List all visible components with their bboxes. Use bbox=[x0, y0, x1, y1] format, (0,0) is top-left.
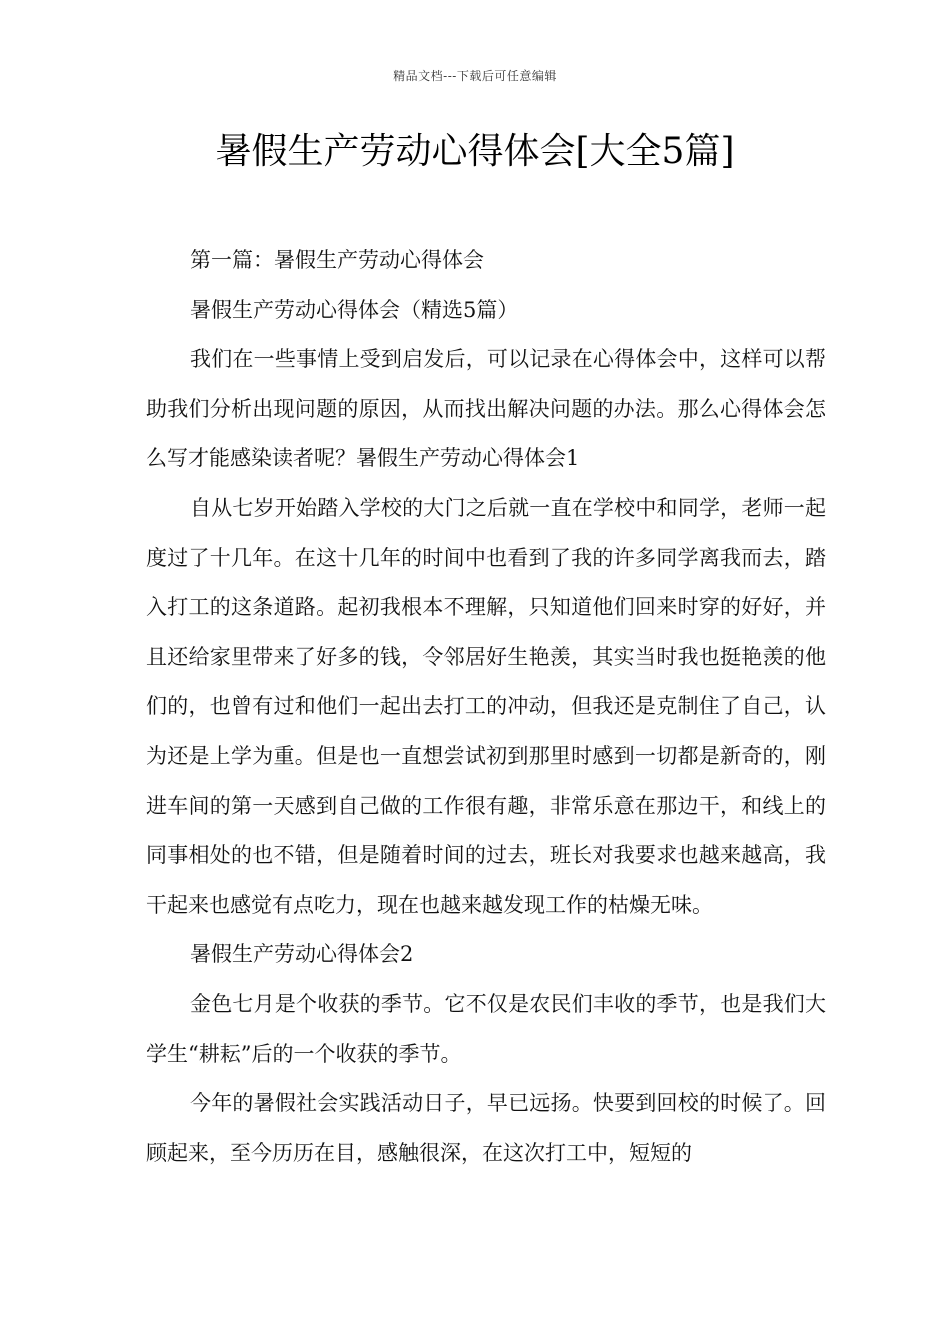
paragraph: 自从七岁开始踏入学校的大门之后就一直在学校中和同学，老师一起度过了十几年。在这十几年的时间中也看到了我的许多同学离我而去，踏入打工的这条道路。起初我根本不理解，只知道他们回来时穿的好好，并且还给家里带来了好多的钱，令邻居好生艳羡，其实当时我也挺艳羡的他们的，也曾有过和他们一起出去打工的冲动，但我还是克制住了自己，认为还是上学为重。但是也一直想尝试初到那里时感到一切都是新奇的，刚进车间的第一天感到自己做的工作很有趣，非常乐意在那边干，和线上的同事相处的也不错，但是随着时间的过去，班长对我要求也越来越高，我干起来也感觉有点吃力，现在也越来越发现工作的枯燥无味。 bbox=[146, 495, 826, 917]
document-subtitle: 暑假生产劳动心得体会（精选5篇） bbox=[190, 297, 519, 322]
paragraph: 今年的暑假社会实践活动日子，早已远扬。快要到回校的时候了。回顾起来，至今历历在目，感触很深，在这次打工中，短短的 bbox=[146, 1091, 826, 1165]
document-title: 暑假生产劳动心得体会[大全5篇] bbox=[215, 131, 735, 172]
section-heading: 第一篇：暑假生产劳动心得体会 bbox=[190, 248, 484, 272]
document-body bbox=[146, 236, 826, 1178]
header-note: 精品文档---下载后可任意编辑 bbox=[393, 69, 557, 83]
paragraph: 我们在一些事情上受到启发后，可以记录在心得体会中，这样可以帮助我们分析出现问题的原因，从而找出解决问题的办法。那么心得体会怎么写才能感染读者呢？暑假生产劳动心得体会1 bbox=[146, 347, 826, 471]
paragraph: 金色七月是个收获的季节。它不仅是农民们丰收的季节，也是我们大学生“耕耘”后的一个收获的季节。 bbox=[146, 991, 826, 1066]
section-subhead: 暑假生产劳动心得体会2 bbox=[190, 942, 414, 967]
